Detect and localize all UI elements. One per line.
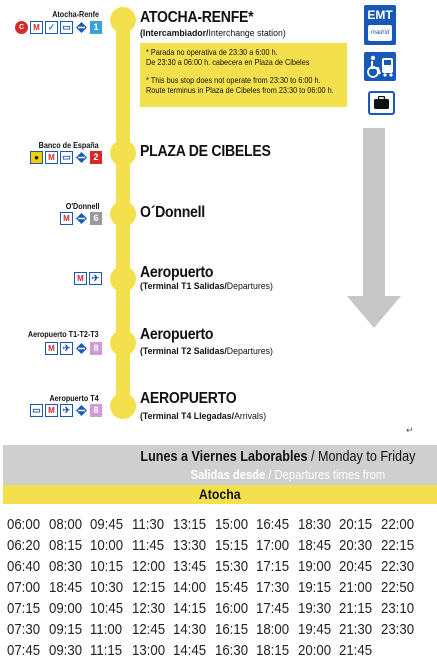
departure-time: 22:50	[380, 579, 414, 596]
departure-time: 14:30	[173, 621, 207, 638]
stop-dot	[110, 393, 136, 419]
stop-name: AEROPUERTO	[140, 390, 237, 407]
plane-icon: ✈	[89, 272, 102, 285]
stop-left-label: Aeropuerto T4	[49, 394, 99, 403]
departure-time: 20:30	[339, 537, 373, 554]
stop-left-label: Atocha-Renfe	[52, 10, 99, 19]
diamond-icon	[75, 404, 88, 417]
departure-time: 19:00	[297, 558, 331, 575]
departure-time: 22:30	[380, 558, 414, 575]
departure-time: 12:00	[131, 558, 165, 575]
departure-time: 18:00	[256, 621, 290, 638]
origin-bar	[3, 485, 437, 504]
departure-time: 14:45	[173, 642, 207, 658]
departure-time: 11:30	[131, 516, 164, 533]
departure-time: 10:45	[90, 600, 124, 617]
stop-left-label: Aeropuerto T1-T2-T3	[28, 330, 99, 339]
stop-transfer-icons	[45, 342, 102, 355]
renfe-icon: ▭	[30, 404, 43, 417]
luggage-icon	[368, 91, 395, 115]
departure-time: 22:15	[380, 537, 414, 554]
zone-6-icon: 6	[90, 212, 102, 225]
time-row	[7, 598, 437, 619]
departure-time: 09:00	[48, 600, 82, 617]
stop-dot	[110, 330, 136, 356]
stop-transfer-icons	[74, 272, 102, 285]
departure-time: 12:15	[131, 579, 165, 596]
departure-time: 19:15	[297, 579, 331, 596]
time-row	[7, 619, 437, 640]
departure-time: 09:15	[48, 621, 82, 638]
departure-time: 21:15	[339, 600, 373, 617]
departure-time: 11:45	[131, 537, 164, 554]
note-line: Route terminus in Plaza de Cibeles from 23:30 to 06:00 h.	[146, 85, 334, 95]
departure-time: 14:00	[173, 579, 207, 596]
departure-time: 12:45	[131, 621, 165, 638]
departure-time: 15:00	[214, 516, 248, 533]
departure-time: 16:30	[214, 642, 248, 658]
stop-subtitle: (Terminal T1 Salidas/Departures)	[140, 281, 273, 292]
departure-time: 10:30	[90, 579, 124, 596]
departure-time: 18:45	[48, 579, 82, 596]
time-row	[7, 556, 437, 577]
departure-time: 06:00	[7, 516, 41, 533]
metro-icon: M	[30, 21, 43, 34]
zone-2-icon: 2	[90, 151, 102, 164]
stop-subtitle: (Intercambiador/Interchange station)	[140, 28, 286, 39]
note-line: De 23:30 a 06:00 h. cabecera en Plaza de Cibeles	[146, 57, 310, 67]
departure-time: 11:15	[90, 642, 123, 658]
departure-time: 15:30	[214, 558, 248, 575]
accessible-bus-icon	[364, 52, 396, 81]
stop-transfer-icons	[15, 21, 102, 34]
departure-time: 08:15	[48, 537, 82, 554]
departure-time: 06:40	[7, 558, 41, 575]
stop-name: ATOCHA-RENFE*	[140, 9, 254, 26]
diamond-icon	[75, 151, 88, 164]
metro-icon: M	[60, 212, 73, 225]
departure-time: 07:45	[7, 642, 41, 658]
departure-time: 08:30	[48, 558, 82, 575]
stop-name: Aeropuerto	[140, 264, 214, 281]
departure-time: 18:15	[256, 642, 290, 658]
time-row	[7, 535, 437, 556]
departure-time: 14:15	[173, 600, 207, 617]
departure-time: 13:30	[173, 537, 207, 554]
departure-time: 17:00	[256, 537, 290, 554]
zone-8-icon: 8	[90, 342, 102, 355]
departure-time: 07:30	[7, 621, 41, 638]
plane-icon: ✈	[60, 342, 73, 355]
departure-time: 19:30	[297, 600, 331, 617]
emt-logo: EMT madrid	[364, 5, 396, 45]
stop-subtitle: (Terminal T4 Llegadas/Arrivals)	[140, 411, 267, 422]
departure-time: 20:45	[339, 558, 373, 575]
departure-time: 06:20	[7, 537, 41, 554]
departure-time: 18:45	[297, 537, 331, 554]
plane-icon: ✈	[60, 404, 73, 417]
time-row	[7, 640, 437, 658]
stop-dot	[110, 201, 136, 227]
stop-name: PLAZA DE CIBELES	[140, 143, 271, 160]
departure-time: 16:00	[214, 600, 248, 617]
metro-icon: M	[45, 342, 58, 355]
origin-name: Atocha	[199, 486, 241, 502]
departure-time: 10:00	[90, 537, 124, 554]
service-days: Lunes a Viernes Laborables / Monday to Friday	[140, 448, 415, 465]
renfe-icon: ▭	[60, 21, 73, 34]
zone-8-icon: 8	[90, 404, 102, 417]
service-note	[140, 43, 347, 107]
departure-time: 20:15	[339, 516, 373, 533]
stop-transfer-icons	[60, 212, 102, 225]
stop-name: Aeropuerto	[140, 326, 214, 343]
stop-subtitle: (Terminal T2 Salidas/Departures)	[140, 346, 273, 357]
departure-time: 13:45	[173, 558, 207, 575]
cercanias-icon: C	[15, 21, 28, 34]
direction-arrow	[363, 128, 385, 298]
diamond-icon	[75, 342, 88, 355]
departure-time: 19:45	[297, 621, 331, 638]
departure-time: 09:30	[48, 642, 82, 658]
stop-name: O´Donnell	[140, 204, 205, 221]
departure-time: 15:45	[214, 579, 248, 596]
metro-icon: M	[74, 272, 87, 285]
check-icon: ✓	[45, 21, 58, 34]
departures-from: Salidas desde / Departures times from	[190, 467, 385, 482]
departure-time: 07:15	[7, 600, 41, 617]
departure-time: 15:15	[214, 537, 248, 554]
stop-transfer-icons	[30, 404, 102, 417]
renfe-icon: ▭	[60, 151, 73, 164]
departure-time: 07:00	[7, 579, 41, 596]
departure-time: 16:15	[214, 621, 248, 638]
departure-time: 17:15	[256, 558, 290, 575]
note-line: * This bus stop does not operate from 23:30 to 6:00 h.	[146, 75, 321, 85]
note-line: * Parada no operativa de 23:30 a 6:00 h.	[146, 47, 278, 57]
departure-time: 23:10	[380, 600, 414, 617]
departure-time: 13:15	[173, 516, 207, 533]
departure-time: 11:00	[90, 621, 123, 638]
departure-time: 17:45	[256, 600, 290, 617]
stop-dot	[110, 7, 136, 33]
stop-dot	[110, 140, 136, 166]
departure-times-grid	[7, 514, 437, 658]
direction-arrow-head	[347, 296, 401, 328]
departure-time: 08:00	[48, 516, 82, 533]
stop-transfer-icons	[30, 151, 102, 164]
stop-left-label: O'Donnell	[65, 202, 99, 211]
departure-time: 18:30	[297, 516, 331, 533]
departure-time: 23:30	[380, 621, 414, 638]
departure-time: 16:45	[256, 516, 290, 533]
time-row	[7, 514, 437, 535]
zone-1-icon: 1	[90, 21, 102, 34]
return-mark: ↵	[406, 425, 414, 435]
stop-dot	[110, 266, 136, 292]
metro-icon: M	[45, 151, 58, 164]
diamond-icon	[75, 212, 88, 225]
departure-time: 21:45	[339, 642, 373, 658]
departure-time: 10:15	[90, 558, 124, 575]
stop-left-label: Banco de España	[38, 141, 99, 150]
metro-icon: M	[45, 404, 58, 417]
taxi-icon: ●	[30, 151, 43, 164]
departure-time: 20:00	[297, 642, 331, 658]
departure-time: 21:00	[339, 579, 373, 596]
departure-time: 12:30	[131, 600, 165, 617]
departure-time: 13:00	[131, 642, 165, 658]
departure-time: 22:00	[380, 516, 414, 533]
departure-time: 21:30	[339, 621, 373, 638]
departure-time: 09:45	[90, 516, 124, 533]
diamond-icon	[75, 21, 88, 34]
time-row	[7, 577, 437, 598]
departure-time: 17:30	[256, 579, 290, 596]
